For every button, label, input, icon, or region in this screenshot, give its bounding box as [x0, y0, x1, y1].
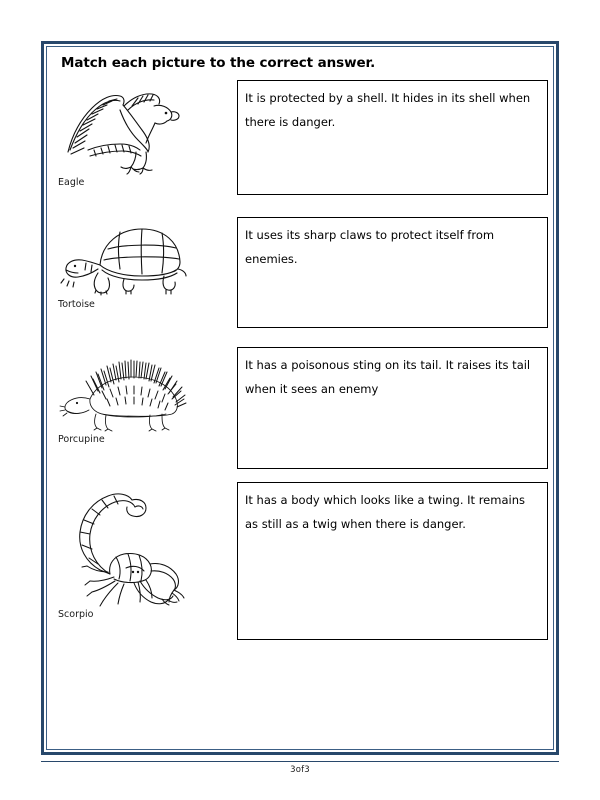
picture-cell-eagle [58, 80, 208, 188]
match-row [44, 347, 562, 482]
answer-box[interactable] [237, 80, 548, 195]
match-rows [44, 80, 562, 652]
worksheet-content [44, 44, 562, 758]
answer-box[interactable] [237, 217, 548, 328]
answer-text: It has a body which looks like a twing. It remains as still as a twig when there is danger. [245, 493, 525, 531]
animal-label: Porcupine [58, 434, 105, 445]
picture-cell-scorpion [58, 482, 208, 620]
picture-cell-tortoise [58, 217, 208, 310]
porcupine-icon [58, 347, 188, 432]
footer-divider [41, 761, 559, 762]
match-row [44, 80, 562, 217]
animal-label: Eagle [58, 177, 85, 188]
match-row [44, 217, 562, 347]
page-footer: 3of3 [290, 765, 310, 775]
scorpion-icon [58, 482, 198, 607]
answer-text: It is protected by a shell. It hides in its shell when there is danger. [245, 91, 531, 129]
eagle-icon [58, 80, 188, 175]
animal-label: Tortoise [58, 299, 95, 310]
answer-box[interactable] [237, 482, 548, 640]
answer-text: It has a poisonous sting on its tail. It raises its tail when it sees an enemy [245, 358, 531, 396]
match-row [44, 482, 562, 652]
sheet-frame [41, 41, 559, 755]
animal-label: Scorpio [58, 609, 94, 620]
answer-box[interactable] [237, 347, 548, 469]
answer-text: It uses its sharp claws to protect itself from enemies. [245, 228, 495, 266]
picture-cell-porcupine [58, 347, 208, 445]
tortoise-icon [58, 217, 188, 297]
page-title: Match each picture to the correct answer. [61, 55, 376, 71]
